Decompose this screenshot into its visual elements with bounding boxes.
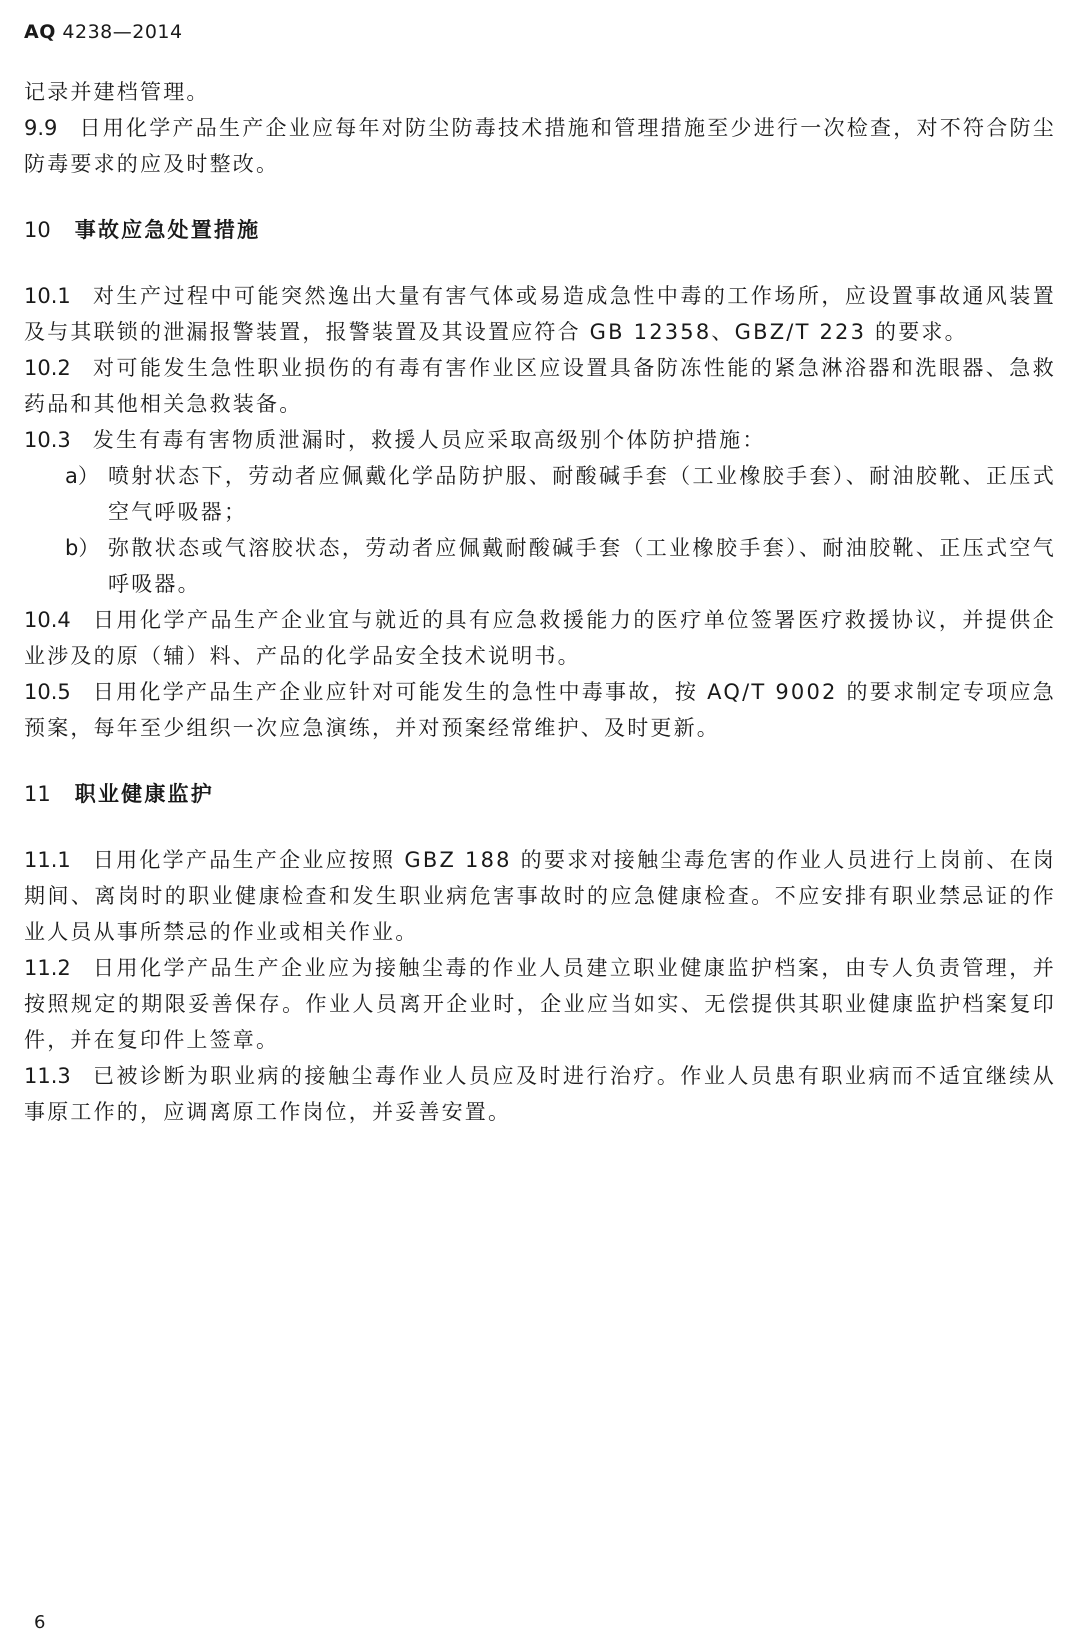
list-item-text: 喷射状态下，劳动者应佩戴化学品防护服、耐酸碱手套（工业橡胶手套）、耐油胶靴、正压式空气呼吸器； [108, 464, 1056, 524]
clause-text: 日用化学产品生产企业应按照 GBZ 188 的要求对接触尘毒危害的作业人员进行上岗前、在岗期间、离岗时的职业健康检查和发生职业病危害事故时的应急健康检查。不应安排有职业禁忌证的作业人员从事所禁忌的作业或相关作业。 [24, 848, 1056, 944]
clause-number: 10.1 [24, 284, 71, 308]
clause-number: 10.5 [24, 680, 71, 704]
clause-text: 日用化学产品生产企业应为接触尘毒的作业人员建立职业健康监护档案，由专人负责管理，并按照规定的期限妥善保存。作业人员离开企业时，企业应当如实、无偿提供其职业健康监护档案复印件，并在复印件上签章。 [24, 956, 1056, 1052]
clause-9-8-continuation: 记录并建档管理。 [24, 80, 210, 104]
clause-10-2 [24, 350, 1056, 422]
clause-11-3 [24, 1058, 1056, 1130]
page-number: 6 [34, 1612, 46, 1633]
section-number: 11 [24, 782, 51, 806]
clause-number: 10.2 [24, 356, 71, 380]
section-title: 职业健康监护 [74, 782, 214, 806]
list-marker: a） [65, 464, 99, 488]
clause-text: 日用化学产品生产企业应针对可能发生的急性中毒事故，按 AQ/T 9002 的要求制定专项应急预案，每年至少组织一次应急演练，并对预案经常维护、及时更新。 [24, 680, 1056, 740]
clause-text: 已被诊断为职业病的接触尘毒作业人员应及时进行治疗。作业人员患有职业病而不适宜继续从事原工作的，应调离原工作岗位，并妥善安置。 [24, 1064, 1056, 1124]
clause-text: 对可能发生急性职业损伤的有毒有害作业区应设置具备防冻性能的紧急淋浴器和洗眼器、急救药品和其他相关急救装备。 [24, 356, 1056, 416]
clause-11-1 [24, 842, 1056, 950]
clause-9-9 [24, 110, 1056, 182]
clause-text: 日用化学产品生产企业应每年对防尘防毒技术措施和管理措施至少进行一次检查，对不符合防尘防毒要求的应及时整改。 [24, 116, 1056, 176]
section-title: 事故应急处置措施 [74, 218, 261, 242]
section-heading-10 [24, 212, 1056, 248]
clause-number: 11.2 [24, 956, 71, 980]
clause-number: 10.4 [24, 608, 71, 632]
list-item-a [24, 458, 1056, 530]
clause-10-1 [24, 278, 1056, 350]
clause-number: 11.3 [24, 1064, 71, 1088]
clause-10-5 [24, 674, 1056, 746]
list-item-text: 弥散状态或气溶胶状态，劳动者应佩戴耐酸碱手套（工业橡胶手套）、耐油胶靴、正压式空气呼吸器。 [108, 536, 1056, 596]
clause-text: 发生有毒有害物质泄漏时，救援人员应采取高级别个体防护措施： [92, 428, 766, 452]
standard-prefix: AQ [24, 21, 56, 43]
clause-text: 对生产过程中可能突然逸出大量有害气体或易造成急性中毒的工作场所，应设置事故通风装置及与其联锁的泄漏报警装置，报警装置及其设置应符合 GB 12358、GBZ/T 223 的要求。 [24, 284, 1056, 344]
document-body [24, 74, 1056, 1130]
section-number: 10 [24, 218, 51, 242]
standard-code-header [24, 20, 183, 44]
clause-number: 11.1 [24, 848, 71, 872]
clause-number: 9.9 [24, 116, 58, 140]
clause-text: 日用化学产品生产企业宜与就近的具有应急救援能力的医疗单位签署医疗救援协议，并提供企业涉及的原（辅）料、产品的化学品安全技术说明书。 [24, 608, 1056, 668]
list-item-b [24, 530, 1056, 602]
clause-11-2 [24, 950, 1056, 1058]
list-marker: b） [65, 536, 100, 560]
clause-10-3 [24, 422, 1056, 458]
section-heading-11 [24, 776, 1056, 812]
standard-number: 4238—2014 [62, 21, 183, 43]
clause-number: 10.3 [24, 428, 71, 452]
clause-10-4 [24, 602, 1056, 674]
